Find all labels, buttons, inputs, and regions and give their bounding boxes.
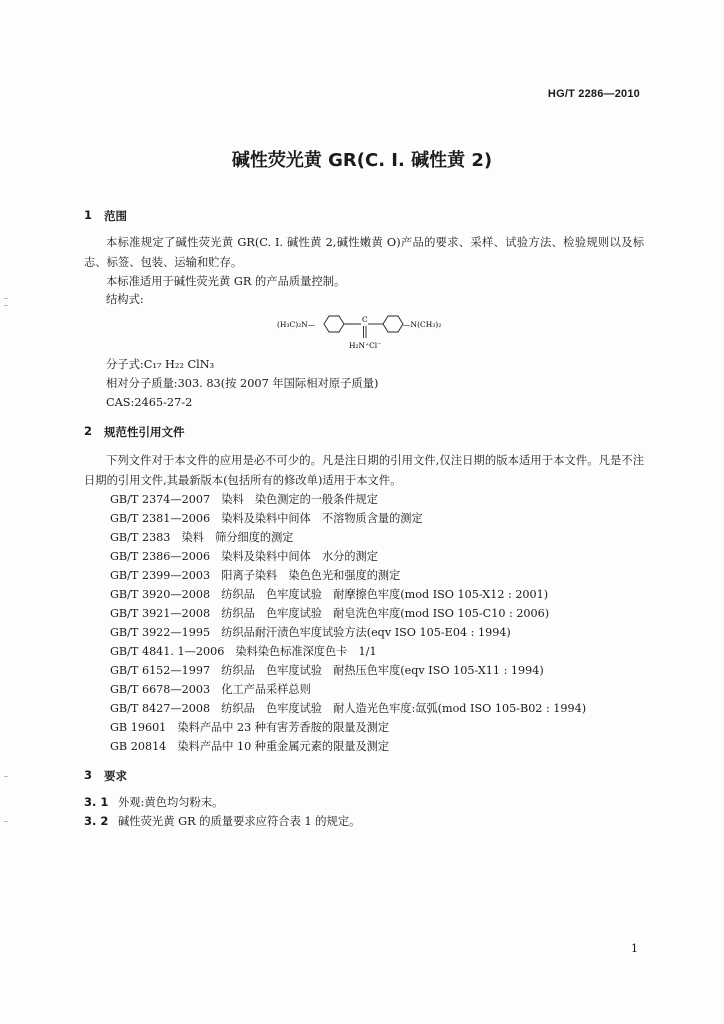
- page-number: 1: [631, 942, 638, 955]
- scope-paragraph: 本标准规定了碱性荧光黄 GR(C. I. 碱性黄 2,碱性嫩黄 O)产品的要求、采样、试验方法、检验规则以及标志、标签、包装、运输和贮存。: [84, 236, 644, 269]
- section-1-heading: 范围: [104, 209, 127, 223]
- reference-item: GB/T 2399—2003 阳离子染料 染色色光和强度的测定: [110, 569, 401, 582]
- standard-number: HG/T 2286—2010: [547, 88, 640, 100]
- normative-intro: 下列文件对于本文件的应用是必不可少的。凡是注日期的引用文件,仅注日期的版本适用于本文件。凡是不注日期的引用文件,其最新版本(包括所有的修改单)适用于本文件。: [84, 454, 644, 487]
- section-1-number: 1: [84, 208, 93, 222]
- reference-item: GB/T 3920—2008 纺织品 色牢度试验 耐摩擦色牢度(mod ISO 105-X12 : 2001): [110, 588, 549, 601]
- molecular-mass: 相对分子质量:303. 83(按 2007 年国际相对原子质量): [106, 377, 379, 390]
- molecular-formula: 分子式:C₁₇ H₂₂ ClN₃: [106, 358, 215, 371]
- structural-formula: [277, 310, 462, 354]
- scan-edge-mark: [4, 821, 8, 822]
- reference-item: GB/T 3922—1995 纺织品耐汗渍色牢度试验方法(eqv ISO 105-E04 : 1994): [110, 626, 511, 639]
- formula-right-group: —N(CH₃)₂: [403, 320, 442, 329]
- formula-amine-chloride: H₂N⁺Cl⁻: [349, 341, 382, 350]
- reference-item: GB/T 4841. 1—2006 染料染色标准深度色卡 1/1: [110, 645, 377, 658]
- section-3-number: 3: [84, 768, 93, 782]
- section-2-number: 2: [84, 424, 93, 438]
- clause-3-2-number: 3. 2: [84, 814, 109, 828]
- scan-edge-mark: [4, 776, 8, 777]
- reference-item: GB/T 8427—2008 纺织品 色牢度试验 耐人造光色牢度:氙弧(mod ISO 105-B02 : 1994): [110, 702, 587, 715]
- reference-item: GB/T 2383 染料 筛分细度的测定: [110, 531, 294, 544]
- scan-edge-mark: [4, 298, 8, 299]
- section-3-heading: 要求: [104, 769, 127, 783]
- reference-item: GB/T 6152—1997 纺织品 色牢度试验 耐热压色牢度(eqv ISO 105-X11 : 1994): [110, 664, 544, 677]
- scope-applicability: 本标准适用于碱性荧光黄 GR 的产品质量控制。: [106, 275, 346, 288]
- clause-3-1-text: 外观:黄色均匀粉末。: [118, 796, 224, 809]
- clause-3-2-text: 碱性荧光黄 GR 的质量要求应符合表 1 的规定。: [118, 815, 361, 828]
- benzene-ring-right: [383, 316, 403, 332]
- reference-item: GB/T 2381—2006 染料及染料中间体 不溶物质含量的测定: [110, 512, 423, 525]
- formula-left-group: (H₃C)₂N—: [277, 320, 316, 329]
- benzene-ring-left: [324, 316, 344, 332]
- cas-number: CAS:2465-27-2: [106, 396, 193, 409]
- reference-item: GB/T 2374—2007 染料 染色测定的一般条件规定: [110, 493, 378, 506]
- scan-edge-mark: [4, 305, 8, 306]
- structure-label: 结构式:: [106, 293, 144, 306]
- reference-item: GB 20814 染料产品中 10 种重金属元素的限量及测定: [110, 740, 390, 753]
- section-2-heading: 规范性引用文件: [104, 425, 185, 439]
- reference-item: GB/T 6678—2003 化工产品采样总则: [110, 683, 311, 696]
- reference-item: GB/T 2386—2006 染料及染料中间体 水分的测定: [110, 550, 378, 563]
- clause-3-1-number: 3. 1: [84, 795, 109, 809]
- reference-item: GB/T 3921—2008 纺织品 色牢度试验 耐皂洗色牢度(mod ISO 105-C10 : 2006): [110, 607, 550, 620]
- reference-item: GB 19601 染料产品中 23 种有害芳香胺的限量及测定: [110, 721, 390, 734]
- document-title: 碱性荧光黄 GR(C. I. 碱性黄 2): [231, 150, 493, 171]
- formula-center-carbon: C: [362, 315, 368, 324]
- formula-drawing: [277, 310, 462, 354]
